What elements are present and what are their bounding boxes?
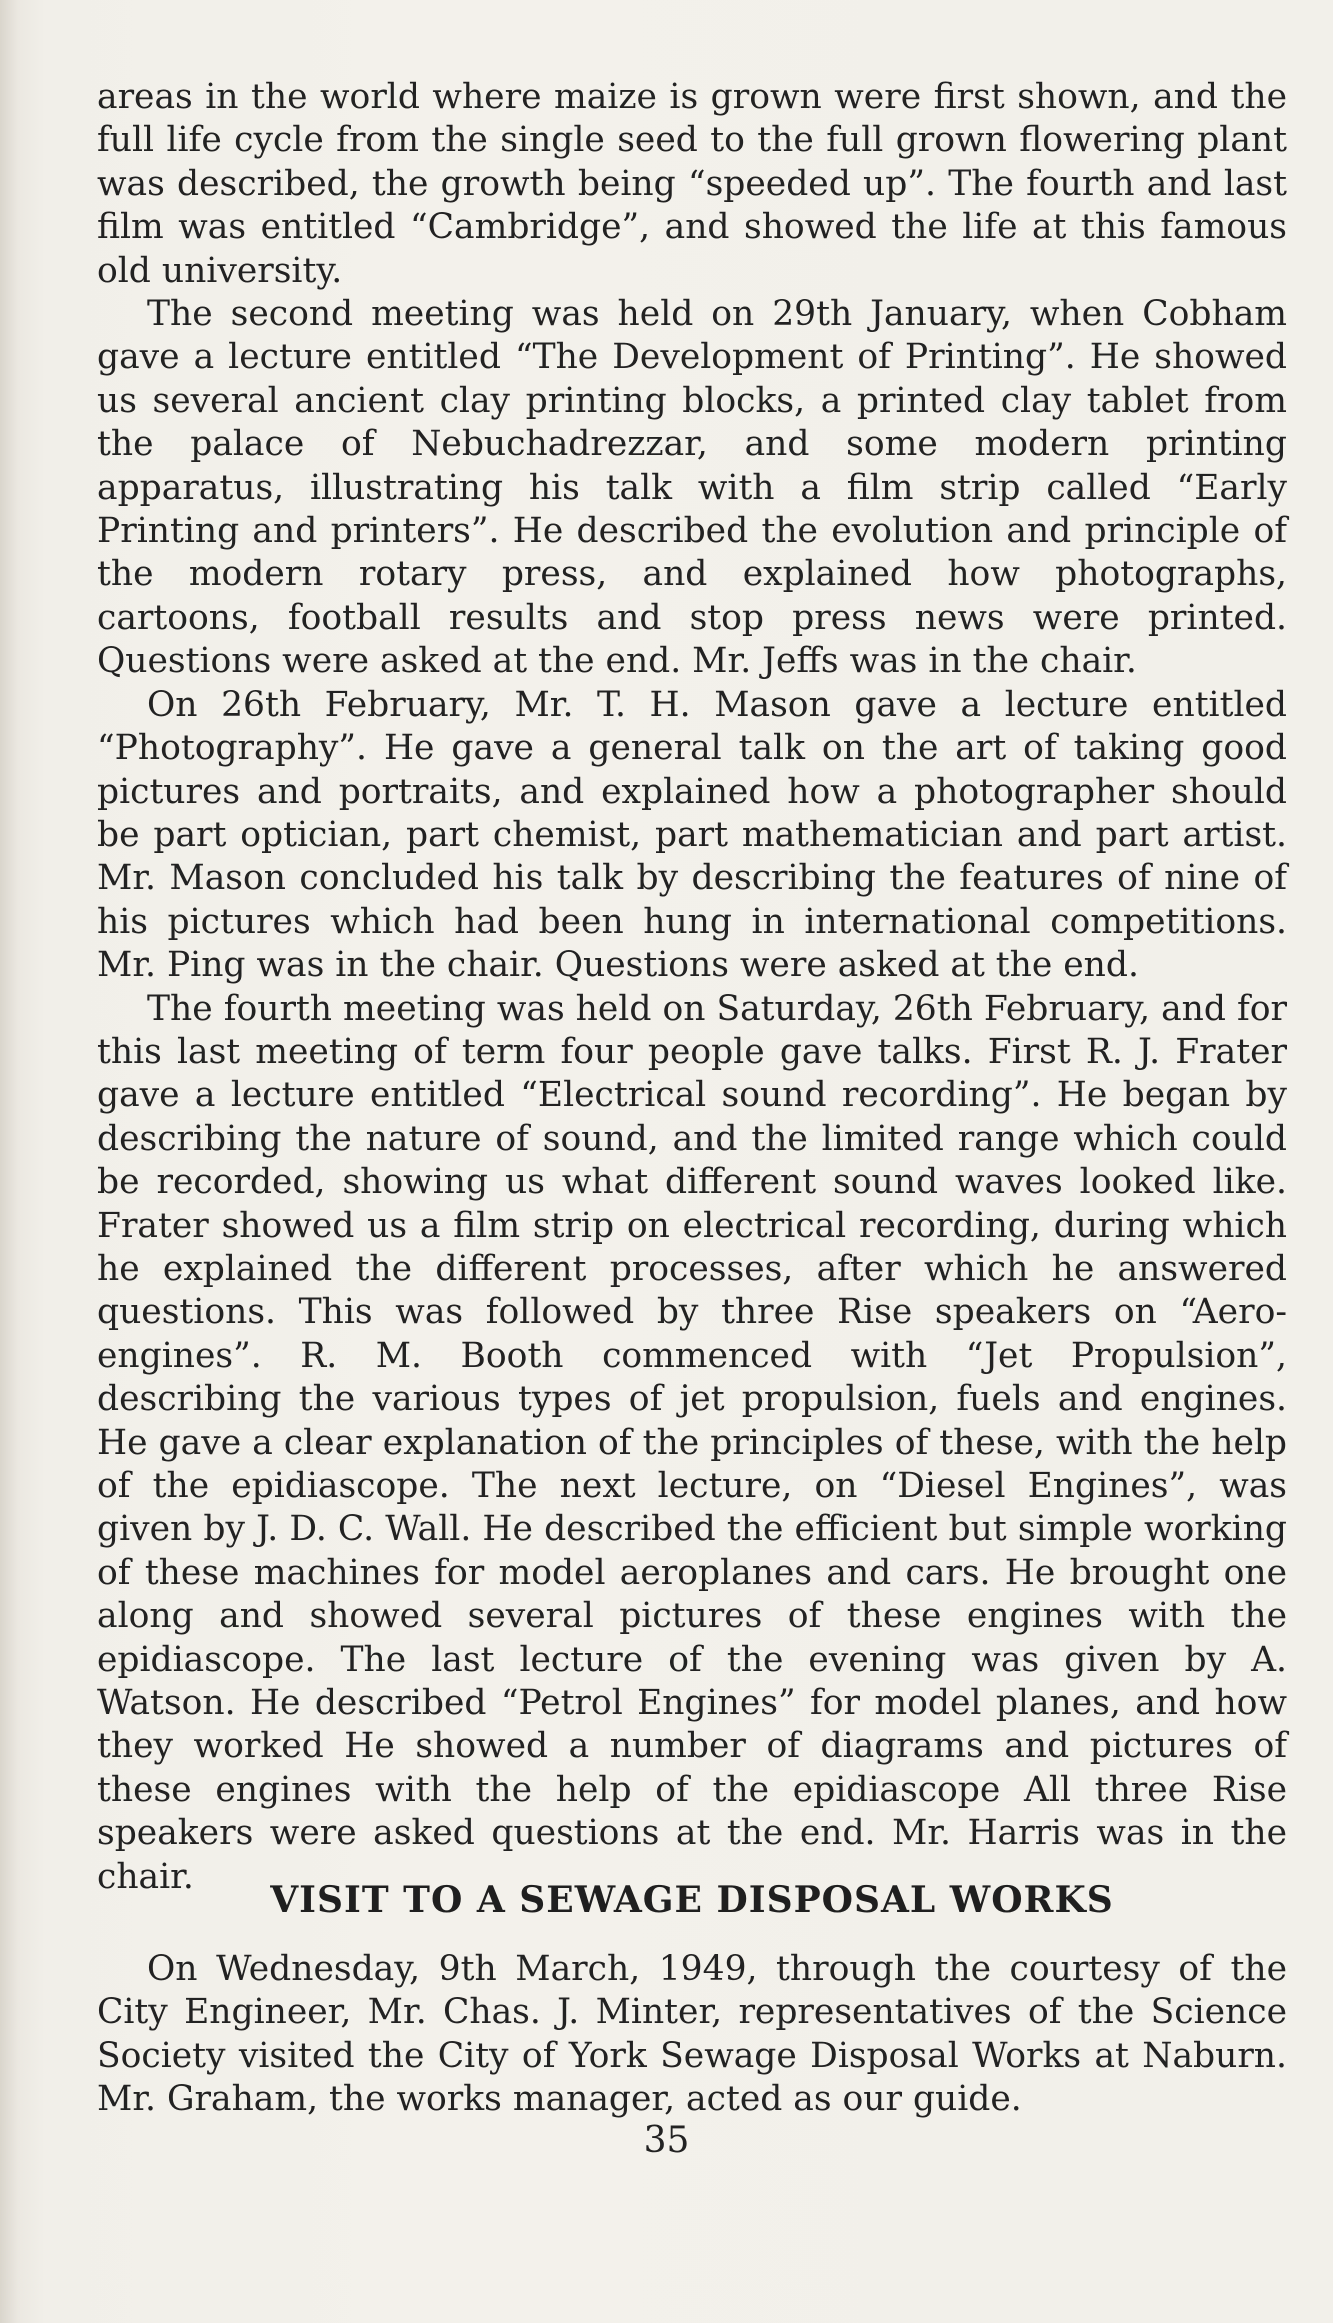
section-heading: VISIT TO A SEWAGE DISPOSAL WORKS: [270, 1879, 1114, 1921]
paragraph-photography-text: On 26th February, Mr. T. H. Mason gave a lecture entitled “Photography”. He gave a general talk on the art of taking good pictures and portraits, and explained how a photographer should be part optician, part chemist, part mathematician and part artist. Mr. Mason concluded his talk by describing the features of nine of his pictures which had been hung in international competitions. Mr. Ping was in the chair. Questions were asked at the end.: [97, 684, 1287, 986]
paragraph-second-meeting-text: The second meeting was held on 29th January, when Cobham gave a lecture entitled “The Development of Printing”. He showed us several ancient clay printing blocks, a printed clay tablet from the palace of Nebuchadrezzar, and some modern printing apparatus, illustrating his talk with a film strip called “Early Printing and printers”. He described the evolution and principle of the modern rotary press, and explained how photographs, cartoons, football results and stop press news were printed. Questions were asked at the end. Mr. Jeffs was in the chair.: [97, 294, 1287, 682]
section-body: [97, 1948, 1287, 2122]
paragraph-continued: areas in the world where maize is grown were first shown, and the full life cycle from the single seed to the full grown flowering plant was described, the growth being “speeded up”. The fourth and last film was entitled “Cambridge”, and showed the life at this famous old university.: [97, 77, 1287, 291]
paragraph-photography: [97, 684, 1287, 988]
page-number: 35: [643, 2120, 690, 2161]
paragraph-second-meeting: [97, 293, 1287, 684]
paragraph-sewage-visit: On Wednesday, 9th March, 1949, through the courtesy of the City Engineer, Mr. Chas. J. Minter, representatives of the Science Society visited the City of York Sewage Disposal Works at Naburn. Mr. Graham, the works manager, acted as our guide.: [97, 1949, 1287, 2120]
paragraph-fourth-meeting-text: The fourth meeting was held on Saturday, 26th February, and for this last meeting of term four people gave talks. First R. J. Frater gave a lecture entitled “Electrical sound recording”. He began by describing the nature of sound, and the limited range which could be recorded, showing us what different sound waves looked like. Frater showed us a film strip on electrical recording, during which he explained the different processes, after which he answered questions. This was followed by three Rise speakers on “Aero-engines”. R. M. Booth commenced with “Jet Propulsion”, describing the various types of jet propulsion, fuels and engines. He gave a clear explanation of the principles of these, with the help of the epidiascope. The next lecture, on “Diesel Engines”, was given by J. D. C. Wall. He described the efficient but simple working of these machines for model aeroplanes and cars. He brought one along and showed several pictures of these engines with the epidiascope. The last lecture of the evening was given by A. Watson. He described “Petrol Engines” for model planes, and how they worked He showed a number of diagrams and pictures of these engines with the help of the epidiascope All three Rise speakers were asked questions at the end. Mr. Harris was in the chair.: [97, 988, 1287, 1897]
body-text: [97, 76, 1287, 1899]
paragraph-fourth-meeting: [97, 988, 1287, 1900]
